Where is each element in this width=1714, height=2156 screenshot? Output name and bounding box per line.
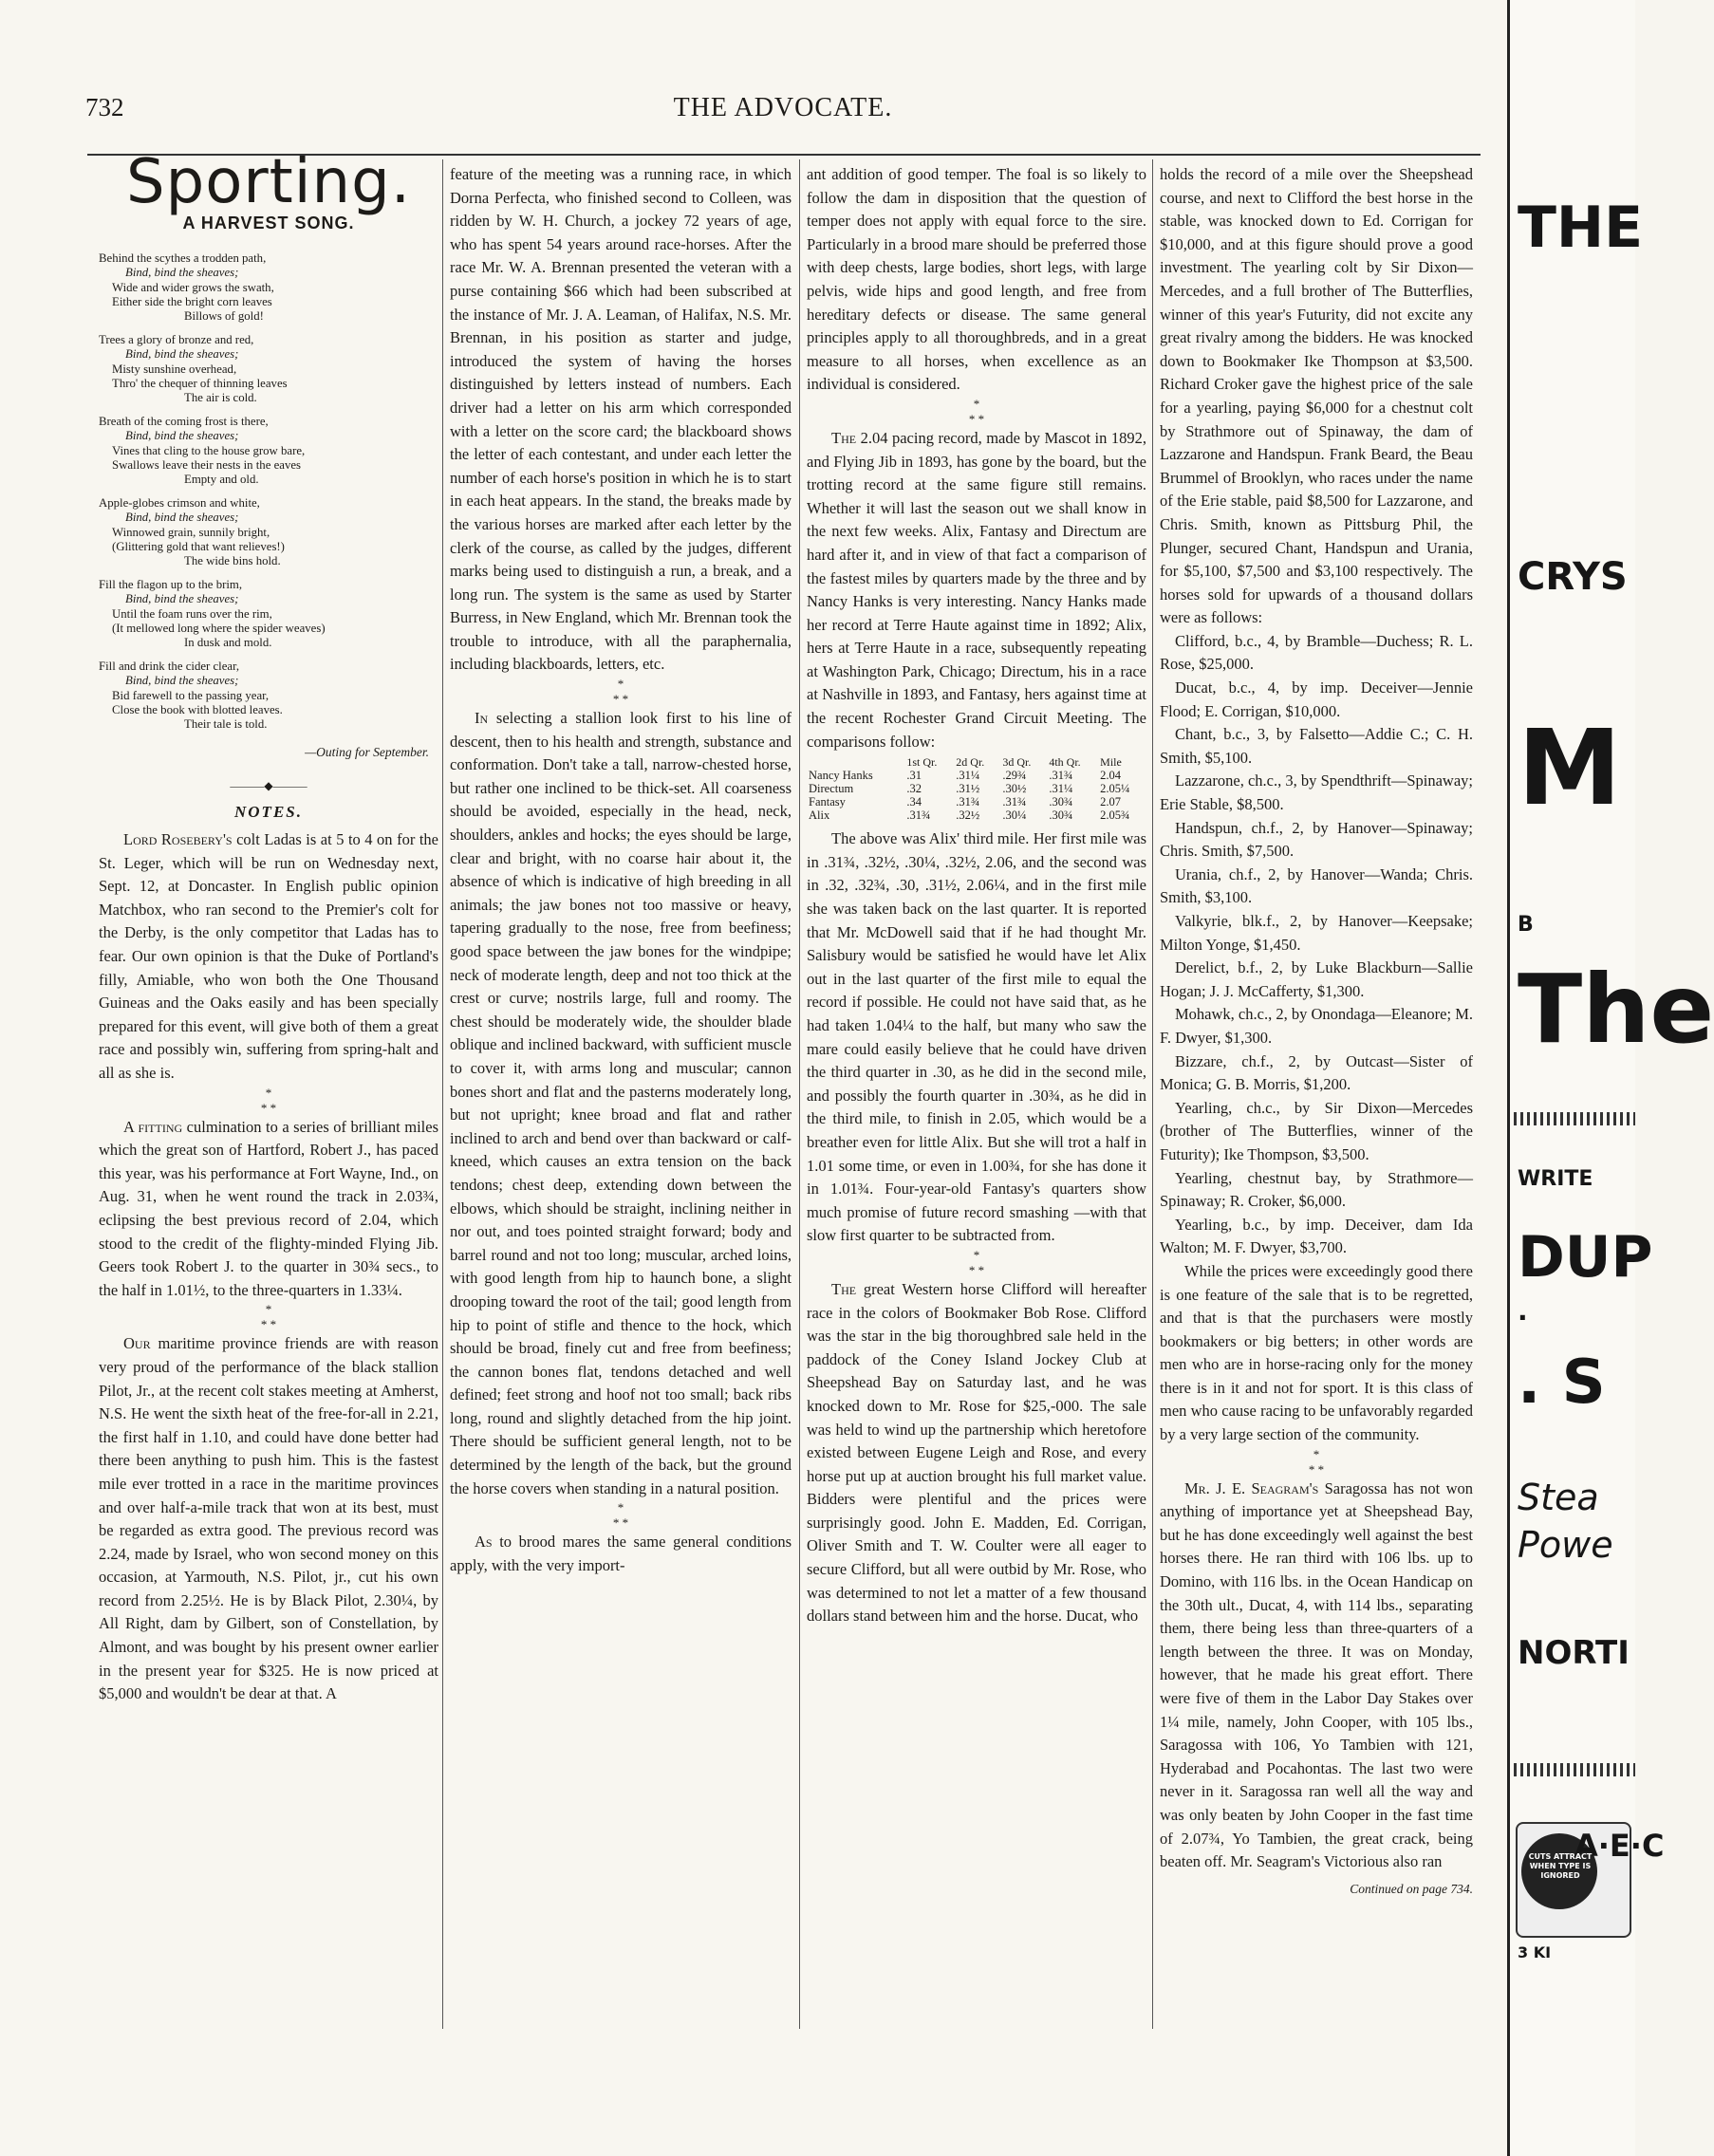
ad-three-text: 3 KI: [1518, 1943, 1552, 1961]
poem-stanza: [99, 333, 438, 405]
poem-line: Breath of the coming frost is there,: [99, 415, 269, 429]
table-cell: .30½: [1002, 782, 1027, 796]
poem-line: Thro' the chequer of thinning leaves: [112, 376, 288, 390]
poem-line: Empty and old.: [184, 473, 259, 487]
ad-m-text: M: [1518, 707, 1622, 828]
ad-the2-text: The: [1518, 954, 1714, 1065]
ad-border: [1514, 1763, 1635, 1776]
asterism: * * *: [612, 677, 629, 707]
list-item: Lazzarone, ch.c., 3, by Spendthrift—Spinaway; Erie Stable, $8,500.: [1160, 771, 1473, 814]
table-cell: .30¾: [1049, 808, 1073, 823]
poem-line: Fill the flagon up to the brim,: [99, 578, 243, 592]
asterism: * * *: [968, 396, 985, 426]
article-seagram: Mr. J. E. Seagram's Saragossa has not won anything of importance yet at Sheepshead Bay, but he has done exceedingly well against the best horses there. He ran third with 106 lbs. up to Domino, with 116 lbs. in the Ocean Handicap on the 30th ult., Ducat, 4, with 114 lbs., separating them, there being less than three-quarters of a length between the three. It was on Monday, however, that he made his great effort. There were five of them in the Labor Day Stakes over 1¼ mile, namely, John Cooper, with 105 lbs., Saragossa with 106, Yo Tambien with 121, Hyderabad and Pocahontas. The last two were never in it. Saragossa ran well all the way and was only beaten by John Cooper in the fast time of 2.07¾, Yo Tambien, the great crack, being beaten off. Mr. Seagram's Victorious also ran: [1160, 1478, 1473, 1871]
newspaper-title: THE ADVOCATE.: [673, 93, 893, 122]
table-header: 1st Qr.: [906, 755, 938, 770]
poem-line: Their tale is told.: [184, 717, 268, 732]
ad-crys-text: CRYS: [1518, 555, 1628, 599]
ad-steam-text: Stea: [1518, 1477, 1599, 1518]
poem-line: Trees a glory of bronze and red,: [99, 333, 254, 347]
ornament-divider: ———◆———: [230, 778, 307, 792]
article-continued: feature of the meeting was a running race, in which Dorna Perfecta, who finished second to Colleen, was ridden by W. H. Church, a jockey 72 years of age, who has spent 54 years around race-horses. After the race Mr. W. A. Brennan presented the veteran with a purse containing $66 which had been subscribed at the instance of Mr. J. A. Leaman, of Halifax, N.S. Mr. Brennan, in his position as starter and judge, introduced the system of having the horses distinguished by letters instead of numbers. Each driver had a letter on his arm which corresponded with a letter on the score card; the blackboard shows the letter of each contestant, and under each letter the number of each horse's position in which he is to start in each heat appears. In the stand, the breaks made by the various horses are marked after each letter by the clerk of the course, as called by the judges, different marks being used to distinguish a run, a break, and a long run. The system is the same as used by Starter Burress, in New England, which Mr. Brennan took the trouble to introduce, with all the paraphernalia, including blackboards, letters, etc.: [450, 165, 792, 674]
poem-line: (Glittering gold that want relieves!): [112, 539, 285, 553]
poem-line: Swallows leave their nests in the eaves: [112, 457, 302, 472]
table-cell: Fantasy: [809, 795, 846, 809]
poem-line: Vines that cling to the house grow bare,: [112, 443, 306, 457]
poem-line: In dusk and mold.: [184, 636, 272, 650]
ae-emblem-logo: [1516, 1822, 1665, 1938]
ad-dup-text: DUP: [1518, 1224, 1653, 1291]
table-cell: 2.05¼: [1100, 782, 1130, 796]
table-cell: 2.07: [1100, 795, 1122, 809]
table-cell: Directum: [809, 782, 854, 796]
table-row: [807, 808, 1146, 822]
ad-border: [1514, 1112, 1635, 1125]
article-clifford: The great Western horse Clifford will hereafter race in the colors of Bookmaker Bob Rose. Clifford was the star in the big thoroughbred sale held in the paddock of the Coney Island Jockey Club at Sheepshead Bay on Saturday last, and he was knocked down to Mr. Rose for $25,-000. The sale was held to wind up the partnership which heretofore existed between Eugene Leigh and Rose, and every horse put up at auction brought his full market value. Bidders were plentiful and the prices were surprisingly good. John E. Madden, Ed. Corrigan, Oliver Smith and T. W. Coulter were all eager to secure Clifford, but all were outbid by Mr. Rose, who was determined to not let a matter of a few thousand dollars stand between him and the horse. Ducat, who: [807, 1279, 1146, 1626]
table-cell: .30¾: [1049, 795, 1073, 809]
article-pilot-jr: Our maritime province friends are with reason very proud of the performance of the black stallion Pilot, Jr., at the recent colt stakes meeting at Amherst, N.S. He went the sixth heat of the free-for-all in 2.21, the first half in 1.10, and could have done better had there been anything to push him. This is the fastest mile ever trotted in a race in the maritime provinces and over half-a-mile track that won at its best, must be regarded as extra good. The previous record was 2.24, made by Israel, who won second money on this occasion, at Yarmouth, N.S. Pilot, jr., cut his own record from 2.25½. He is by Black Pilot, 2.30¼, by All Right, dam by Gilbert, son of Constellation, by Almont, and was bought by his present owner earlier in the present year for $325. He is now priced at $5,000 and wouldn't be dear at that. A: [99, 1334, 438, 1703]
list-item: Bizzare, ch.f., 2, by Outcast—Sister of Monica; G. B. Morris, $1,200.: [1160, 1051, 1473, 1094]
sales-list: [1160, 630, 1473, 1260]
poem-stanza: [99, 415, 438, 487]
ad-cuts-text: CUTS ATTRACT WHEN TYPE IS IGNORED: [1528, 1852, 1593, 1880]
table-row: [807, 769, 1146, 782]
column-divider: [1152, 159, 1153, 2029]
ad-ae-text: A·E·C: [1574, 1828, 1665, 1864]
advertisement-strip: [1507, 0, 1714, 2156]
table-cell: .29¾: [1002, 769, 1027, 783]
continued-note: Continued on page 734.: [1350, 1881, 1473, 1896]
poem-credit: —Outing for September.: [305, 745, 429, 760]
page-number: 732: [85, 93, 124, 121]
table-row: [807, 782, 1146, 795]
poem-line: Bind, bind the sheaves;: [125, 674, 239, 688]
poem-line: Billows of gold!: [184, 309, 264, 323]
table-header: 4th Qr.: [1049, 755, 1081, 770]
table-cell: .31½: [956, 782, 980, 796]
table-header: [807, 755, 904, 769]
column-3: [807, 163, 1146, 1628]
list-item: Yearling, ch.c., by Sir Dixon—Mercedes (brother of The Butterflies, winner of the Futurity); Ike Thompson, $3,500.: [1160, 1098, 1473, 1163]
poem-line: Either side the bright corn leaves: [112, 294, 272, 308]
section-title: Sporting.: [125, 147, 412, 217]
poem-line: Wide and wider grows the swath,: [112, 280, 274, 294]
poem-line: (It mellowed long where the spider weaves): [112, 621, 326, 635]
list-item: Urania, ch.f., 2, by Hanover—Wanda; Chris. Smith, $3,100.: [1160, 864, 1473, 907]
article-alix: The above was Alix' third mile. Her first mile was in .31¾, .32½, .30¼, .32½, 2.06, and the second was in .32, .32¾, .30, .31½, 2.06¼, and in the first mile she was taken back on the last quarter. It is reported that Mr. McDowell said that if he had thought Mr. Salisbury would be satisfied he would have let Alix out in the last quarter of the first mile to equal the record if possible. He could not have said that, as he had taken 1.04¼ to the half, but many who saw the mare could easily believe that he could have driven the third quarter in .30, as he did in the second mile, and possibly the fourth quarter in .30¾, as he did in the third mile, to finish in 2.05, which would be a breather even for little Alix. But she will trot a half in 1.01 some time, or even in 1.00¾, for she has done it in 1.01¾. Four-year-old Fantasy's quarters show much promise of future record smashing —with that slow first quarter to be subtracted from.: [807, 829, 1146, 1245]
ad-dot-text: .: [1518, 1295, 1528, 1327]
poem-line: Fill and drink the cider clear,: [99, 660, 240, 674]
column-divider: [442, 159, 443, 2029]
column-2: [450, 163, 792, 1577]
page-header: [85, 93, 1481, 127]
poem-line: The air is cold.: [184, 391, 257, 405]
column-divider: [799, 159, 800, 2029]
table-header: Mile: [1100, 755, 1122, 770]
poem-stanza: [99, 578, 438, 650]
poem-line: Winnowed grain, sunnily bright,: [112, 525, 270, 539]
list-item: Yearling, chestnut bay, by Strathmore—Spinaway; R. Croker, $6,000.: [1160, 1168, 1473, 1211]
table-cell: .31¾: [956, 795, 980, 809]
poem-line: Bind, bind the sheaves;: [125, 511, 239, 525]
table-cell: .30¼: [1002, 808, 1027, 823]
list-item: Derelict, b.f., 2, by Luke Blackburn—Sallie Hogan; J. J. McCafferty, $1,300.: [1160, 958, 1473, 1000]
table-cell: .31¾: [1002, 795, 1027, 809]
article-sale-comment: While the prices were exceedingly good there is one feature of the sale that is to be regretted, and that is that the purchasers were mostly bookmakers or big betters; in other words are men who are in horse-racing only for the money there is in it and not for sport. It is this class of men who cause racing to be unfavorably regarded by a very large section of the community.: [1160, 1261, 1473, 1444]
comparison-table: [807, 755, 1146, 822]
table-cell: .31¾: [1049, 769, 1073, 783]
column-1: [99, 147, 438, 1706]
poem-line: Close the book with blotted leaves.: [112, 702, 283, 716]
poem-line: Bind, bind the sheaves;: [125, 266, 239, 280]
asterism: * * *: [260, 1085, 277, 1115]
ad-write-text: WRITE: [1518, 1167, 1593, 1191]
table-cell: .31¼: [956, 769, 980, 783]
table-cell: Nancy Hanks: [809, 769, 873, 783]
article-ladas: Lord Rosebery's colt Ladas is at 5 to 4 on for the St. Leger, which will be run on Wednesday next, Sept. 12, at Doncaster. In English public opinion Matchbox, who ran second to the Premier's colt for the Derby, is the only competitor that Ladas has to fear. Our own opinion is that the Duke of Portland's filly, Amiable, who won both the One Thousand Guineas and the Oaks easily and has been specially prepared for this event, will give both of them a great race and possibly win, suffering from spring-halt and all as she is.: [99, 830, 438, 1082]
table-cell: .32½: [956, 808, 980, 823]
list-item: Valkyrie, blk.f., 2, by Hanover—Keepsake; Milton Yonge, $1,450.: [1160, 912, 1473, 954]
table-cell: .31: [906, 769, 922, 783]
column-4: [1160, 163, 1473, 1901]
poem-title: A HARVEST SONG.: [182, 213, 355, 232]
article-continued: ant addition of good temper. The foal is so likely to follow the dam in disposition that the question of temper does not apply with equal force to the sire. Particularly in a brood mare should be preferred those with deep chests, large bodies, short legs, with large pelvis, wide hips and good length, and free from hereditary defects or disease. The same general principles apply to all thoroughbreds, and in a great measure to all horses, when excellence as an individual is considered.: [807, 165, 1146, 394]
ad-north-text: NORTI: [1518, 1634, 1630, 1672]
poem-line: Bind, bind the sheaves;: [125, 347, 239, 362]
article-stallion: In selecting a stallion look first to his line of descent, then to his health and strength, substance and conformation. Don't take a tall, narrow-chested horse, but rather one inclined to be thick-set. All coarseness should be avoided, especially in the head, neck, shoulders, ankles and hocks; the eyes should be large, clear and bright, with no coarse hair about it, the absence of which is indicative of high breeding in all animals; the jaw bones not too massive or heavy, tapering gradually to the nose, free from beefiness; good space between the jaw bones for the windpipe; neck of moderate length, deep and not too thick at the crest or curve; nostrils large, full and roomy. The chest should be moderately wide, the shoulder blade oblique and inclined backward, with sufficient muscle to cover it, with arms long and muscular; cannon bones short and flat and the pasterns moderately long, but not upright; knee broad and flat and rather inclined to arch and bend over than backward or calf-kneed, which causes an extra tension on the back tendons; chest deep, extending down between the elbows, which should be straight, inclining neither in nor out, and toes pointed straight forward; body and barrel round and not too long; muscular, arched loins, with good length from hip to haunch bone, a slight drooping toward the root of the tail; good length from hip to point of stifle and thence to the hock, which should be broad, finely cut and free from beefiness; the cannon bones flat, tendons detached and well defined; feet strong and hoof not too small; back ribs long, round and slightly detached from the hip joint. There should be sufficient general length, not to be determined by the length of the back, but the ground the horse covers when standing in a natural position.: [450, 709, 792, 1497]
list-item: Mohawk, ch.c., 2, by Onondaga—Eleanore; M. F. Dwyer, $1,300.: [1160, 1005, 1473, 1047]
article-robert-j: A fitting culmination to a series of brilliant miles which the great son of Hartford, Robert J., has paced this year, was his performance at Fort Wayne, Ind., on Aug. 31, when he went round the track in 2.03¾, eclipsing the best previous record of 2.04, which stood to the credit of the flighty-minded Flying Jib. Geers took Robert J. to the quarter in 30¾ secs., to the half in 1.01½, to the three-quarters in 1.33¼.: [99, 1117, 438, 1299]
table-cell: .34: [906, 795, 922, 809]
ad-power-text: Powe: [1518, 1524, 1613, 1566]
poem-line: Apple-globes crimson and white,: [99, 496, 260, 511]
poem-stanza: [99, 251, 438, 324]
poem-line: Misty sunshine overhead,: [112, 362, 237, 376]
list-item: Ducat, b.c., 4, by imp. Deceiver—Jennie Flood; E. Corrigan, $10,000.: [1160, 678, 1473, 720]
article-brood-mares: As to brood mares the same general conditions apply, with the very import-: [450, 1533, 792, 1574]
list-item: Handspun, ch.f., 2, by Hanover—Spinaway; Chris. Smith, $7,500.: [1160, 818, 1473, 861]
poem-stanza: [99, 496, 438, 568]
table-cell: 2.05¾: [1100, 808, 1130, 823]
poem-stanza: [99, 660, 438, 732]
article-pacing-record: The 2.04 pacing record, made by Mascot in 1892, and Flying Jib in 1893, has gone by the board, but the trotting record at the same figure still remains. Whether it will last the season out we shall know in the next few weeks. Alix, Fantasy and Directum are hard after it, and in view of that fact a comparison of the fastest miles by quarters made by the three and by Nancy Hanks is very interesting. Nancy Hanks made her record at Terre Haute against time in 1892; Alix, hers at Terre Haute in a race, subsequently repeating at Washington Park, Chicago; Directum, his in a race at Nashville in 1893, and Fantasy, hers against time at the recent Rochester Grand Circuit Meeting. The comparisons follow:: [807, 428, 1146, 751]
table-row: [807, 795, 1146, 808]
list-item: Chant, b.c., 3, by Falsetto—Addie C.; C. H. Smith, $5,100.: [1160, 725, 1473, 767]
asterism: * * *: [1308, 1446, 1325, 1477]
poem-line: Until the foam runs over the rim,: [112, 606, 272, 621]
ad-s-text: . S: [1518, 1348, 1606, 1418]
poem: [99, 251, 438, 732]
poem-line: Bid farewell to the passing year,: [112, 688, 270, 702]
asterism: * * *: [260, 1302, 277, 1332]
table-header: 3d Qr.: [1002, 755, 1032, 770]
poem-line: Bind, bind the sheaves;: [125, 592, 239, 606]
poem-line: Behind the scythes a trodden path,: [99, 251, 267, 266]
table-cell: 2.04: [1100, 769, 1122, 783]
poem-line: Bind, bind the sheaves;: [125, 429, 239, 443]
table-header: 2d Qr.: [956, 755, 985, 770]
table-cell: .31¾: [906, 808, 931, 823]
list-item: Clifford, b.c., 4, by Bramble—Duchess; R. L. Rose, $25,000.: [1160, 631, 1473, 674]
asterism: * * *: [612, 1500, 629, 1531]
table-cell: .31¼: [1049, 782, 1073, 796]
notes-heading: NOTES.: [234, 803, 303, 822]
table-cell: .32: [906, 782, 922, 796]
table-cell: Alix: [809, 808, 830, 823]
article-continued: holds the record of a mile over the Sheepshead course, and next to Clifford the best horse in the stable, was knocked down to Ed. Corrigan for $10,000, and at this figure should prove a good investment. The yearling colt by Sir Dixon—Mercedes, and a full brother of The Butterflies, winner of this year's Futurity, did not excite any great rivalry among the bidders. He was knocked down to Bookmaker Ike Thompson at $3,500. Richard Croker gave the highest price of the sale for a yearling, paying $6,000 for a chestnut colt by Strathmore out of Spinaway, the dam of Lazzarone and Handspun. Frank Beard, the Beau Brummel of Brooklyn, who races under the name of the Erie stable, paid $8,500 for Lazzarone, and Chris. Smith, known as Pittsburg Phil, the Plunger, secured Chant, Handspun and Urania, for $5,100, $7,500 and $3,100 respectively. The horses sold for upwards of a thousand dollars were as follows:: [1160, 165, 1473, 627]
poem-line: The wide bins hold.: [184, 554, 281, 568]
asterism: * * *: [968, 1247, 985, 1277]
ad-the-text: THE: [1518, 195, 1644, 261]
list-item: Yearling, b.c., by imp. Deceiver, dam Ida Walton; M. F. Dwyer, $3,700.: [1160, 1215, 1473, 1257]
ad-b-text: B: [1518, 913, 1534, 937]
